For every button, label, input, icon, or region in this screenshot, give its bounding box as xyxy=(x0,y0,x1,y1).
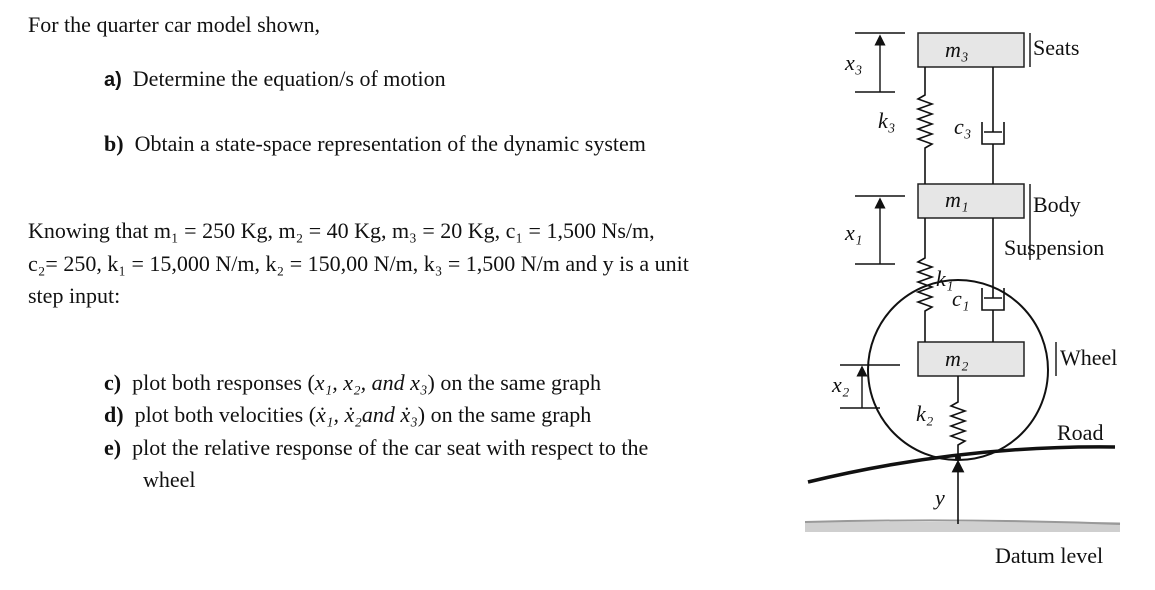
part-e-text-line1: plot the relative response of the car seat with respect to the xyxy=(132,435,649,460)
spring-k3 xyxy=(918,67,932,184)
part-c-text-pre: plot both responses ( xyxy=(132,370,315,395)
label-x2: x₂ xyxy=(832,372,850,397)
part-d-math: ẋ₁, ẋ₂and ẋ₃ xyxy=(316,402,418,427)
label-y: y xyxy=(935,485,945,510)
label-c3: c₃ xyxy=(954,114,972,139)
part-d-label: d) xyxy=(104,402,124,427)
part-c-math: x₁, x₂, and x₃ xyxy=(314,370,428,395)
label-wheel: Wheel xyxy=(1060,345,1118,370)
part-a-label: a) xyxy=(104,69,122,91)
contact-point xyxy=(955,455,961,461)
label-m3: m₃ xyxy=(945,37,969,62)
part-a-text: Determine the equation/s of motion xyxy=(132,66,446,91)
part-e-line2: wheel xyxy=(143,467,196,492)
label-x3: x₃ xyxy=(845,50,863,75)
mass-m3-block xyxy=(918,33,1024,67)
label-suspension: Suspension xyxy=(1004,235,1105,260)
label-m1: m₁ xyxy=(945,187,969,212)
given-line-3: step input: xyxy=(28,283,121,308)
x1-marker xyxy=(855,196,905,264)
spring-k2 xyxy=(951,376,965,458)
part-b-text: Obtain a state-space representation of the dynamic system xyxy=(134,131,646,156)
part-b-label: b) xyxy=(104,131,124,156)
damper-c3 xyxy=(982,67,1004,184)
label-datum: Datum level xyxy=(995,543,1104,568)
label-k3: k₃ xyxy=(878,108,896,133)
label-k1: k₁ xyxy=(936,266,954,291)
label-road: Road xyxy=(1057,420,1104,445)
part-c-text-post: ) on the same graph xyxy=(427,370,602,395)
label-k2: k₂ xyxy=(916,401,934,426)
part-e-label: e) xyxy=(104,435,122,460)
label-x1: x₁ xyxy=(845,220,863,245)
mass-m1-block xyxy=(918,184,1024,218)
part-d-text-pre: plot both velocities ( xyxy=(134,402,317,427)
part-d-text-post: ) on the same graph xyxy=(417,402,592,427)
datum-ground xyxy=(805,520,1120,532)
mass-m2-block xyxy=(918,342,1024,376)
spring-k1 xyxy=(918,218,932,342)
label-seats: Seats xyxy=(1033,35,1080,60)
part-c-label: c) xyxy=(104,370,122,395)
given-line-1: Knowing that m₁ = 250 Kg, m₂ = 40 Kg, m₃ = 20 Kg, c₁ = 1,500 Ns/m, xyxy=(28,218,655,243)
label-m2: m₂ xyxy=(945,346,969,371)
road-line xyxy=(808,447,1115,482)
given-line-2: c₂= 250, k₁ = 15,000 N/m, k₂ = 150,00 N/m, k₃ = 1,500 N/m and y is a unit xyxy=(28,251,689,276)
intro-text: For the quarter car model shown, xyxy=(28,12,321,37)
x3-marker xyxy=(855,33,905,92)
label-c1: c₁ xyxy=(952,286,970,311)
damper-c1 xyxy=(982,218,1004,342)
label-body: Body xyxy=(1033,192,1081,217)
